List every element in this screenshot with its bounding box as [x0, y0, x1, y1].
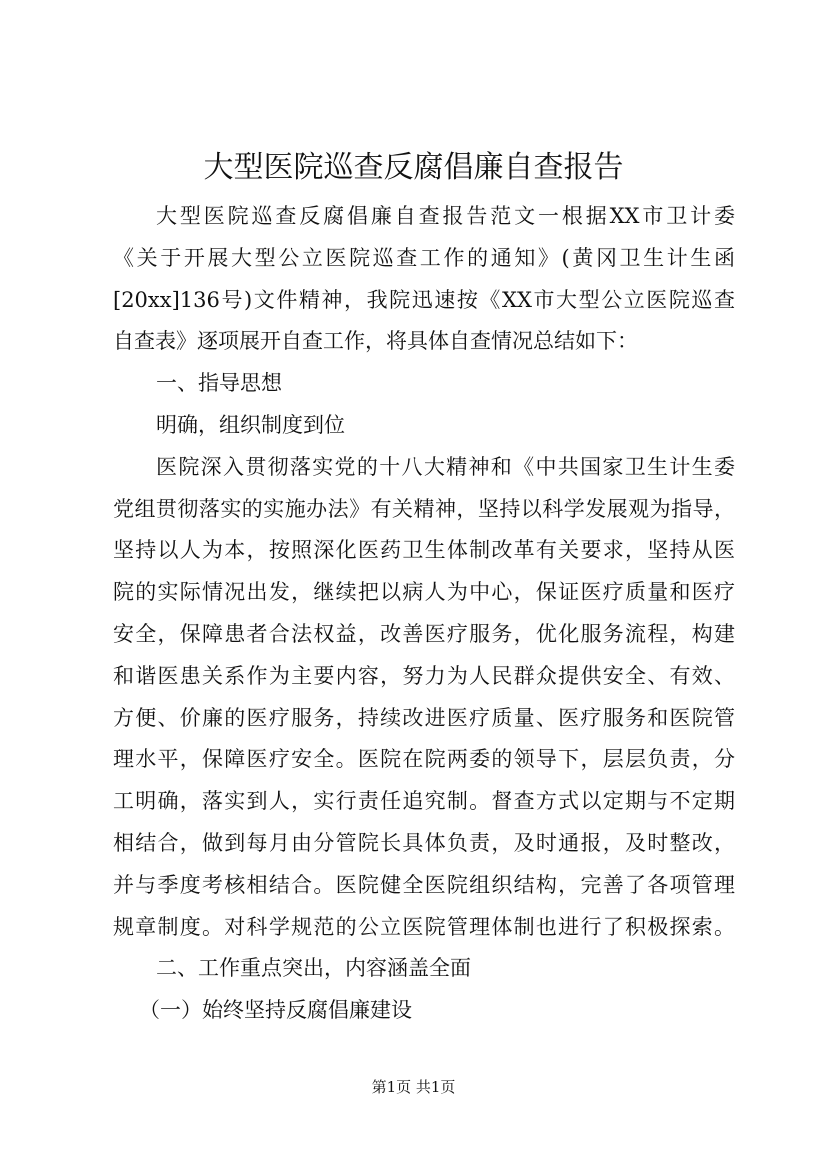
document-title: 大型医院巡查反腐倡廉自查报告	[203, 150, 624, 185]
subheading: （一）始终坚持反腐倡廉建设	[139, 998, 412, 1023]
paragraph-line: 安全，保障患者合法权益，改善医疗服务，优化服务流程，构建	[113, 621, 735, 646]
document-body	[113, 196, 735, 1032]
paragraph-line: 和谐医患关系作为主要内容，努力为人民群众提供安全、有效、	[113, 663, 735, 688]
paragraph-line: 相结合，做到每月由分管院长具体负责，及时通报，及时整改，	[113, 830, 735, 855]
paragraph-line: 坚持以人为本，按照深化医药卫生体制改革有关要求，坚持从医	[113, 538, 735, 563]
page-footer: 第1页 共1页	[371, 1078, 456, 1096]
paragraph-line: 党组贯彻落实的实施办法》有关精神，坚持以科学发展观为指导，	[113, 496, 735, 521]
paragraph-line: 《关于开展大型公立医院巡查工作的通知》(黄冈卫生计生函	[113, 245, 735, 270]
paragraph-line: 理水平，保障医疗安全。医院在院两委的领导下，层层负责，分	[113, 747, 735, 772]
paragraph-line: [20xx]136号)文件精神，我院迅速按《XX市大型公立医院巡查	[113, 287, 735, 312]
section-heading: 二、工作重点突出，内容涵盖全面	[156, 956, 471, 981]
paragraph-line: 规章制度。对科学规范的公立医院管理体制也进行了积极探索。	[113, 914, 735, 939]
section-heading: 一、指导思想	[156, 371, 282, 396]
paragraph-line: 医院深入贯彻落实党的十八大精神和《中共国家卫生计生委	[156, 454, 735, 479]
paragraph-line: 自查表》逐项展开自查工作，将具体自查情况总结如下：	[113, 329, 638, 354]
paragraph-line: 工明确，落实到人，实行责任追究制。督查方式以定期与不定期	[113, 789, 735, 814]
paragraph-line: 并与季度考核相结合。医院健全医院组织结构，完善了各项管理	[113, 872, 735, 897]
paragraph-line: 院的实际情况出发，继续把以病人为中心，保证医疗质量和医疗	[113, 580, 735, 605]
paragraph-line: 大型医院巡查反腐倡廉自查报告范文一根据XX市卫计委	[156, 204, 735, 228]
subheading: 明确，组织制度到位	[156, 412, 345, 437]
paragraph-line: 方便、价廉的医疗服务，持续改进医疗质量、医疗服务和医院管	[113, 705, 735, 730]
